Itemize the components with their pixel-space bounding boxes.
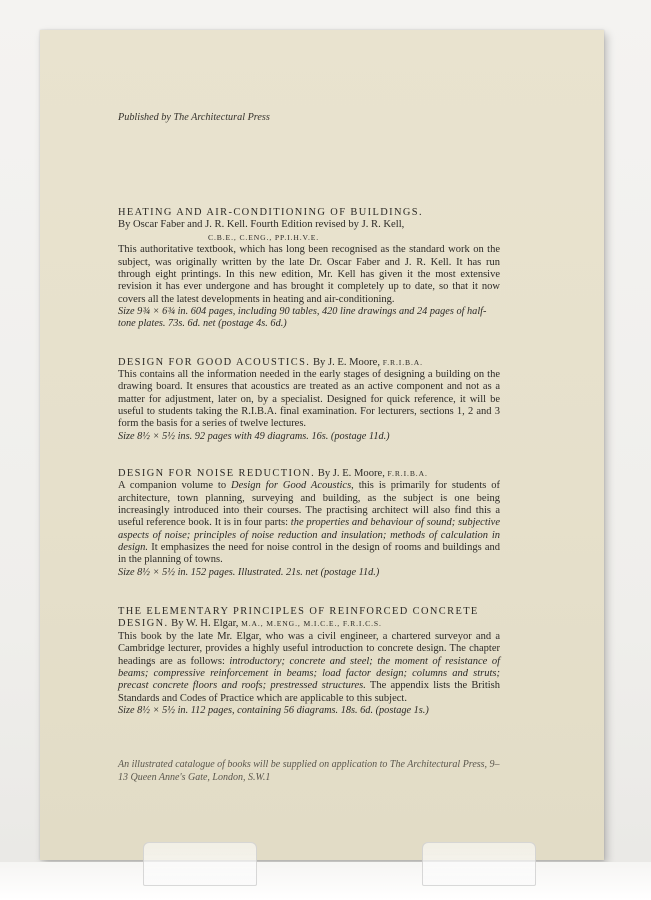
display-stand-base: [0, 862, 651, 900]
book-author-credentials: F.R.I.B.A.: [387, 468, 428, 478]
spacer: [118, 331, 500, 357]
publisher-line: Published by The Architectural Press: [118, 112, 270, 123]
display-stand-left-foot: [143, 842, 257, 886]
book-entry-heating: [118, 207, 500, 331]
book-author-credentials: C.B.E., C.ENG., PP.I.H.V.E.: [208, 232, 320, 242]
description-italic-part: the properties and behaviour of sound; subjective aspects of noise; principles of noise reduction and insulation; methods of calculation in design.: [118, 517, 500, 554]
book-byline: By J. E. Moore,: [312, 356, 381, 368]
spacer: [118, 579, 500, 606]
description-part: It emphasizes the need for noise control in the design of rooms and buildings and in the planning of towns.: [118, 542, 500, 566]
book-title: DESIGN FOR GOOD ACOUSTICS.: [118, 356, 311, 368]
book-entry-noise: [118, 468, 500, 579]
description-italic-part: Design for Good Acoustics: [231, 480, 352, 492]
book-size-price: Size 8½ × 5½ in. 112 pages, containing 56 diagrams. 18s. 6d. (postage 1s.): [118, 704, 429, 716]
book-description: [118, 480, 500, 566]
book-byline: By J. E. Moore,: [317, 467, 385, 479]
book-size-price: Size 8½ × 5½ in. 152 pages. Illustrated. 21s. net (postage 11d.): [118, 566, 380, 578]
description-part: This book by the late Mr. Elgar, who was a civil engineer, a chartered surveyor and a Cambridge lecturer, provides a highly useful introduction to concrete design. The chapter headings are as follows:: [118, 630, 500, 667]
book-description: [118, 631, 500, 705]
description-italic-part: introductory; concrete and steel; the moment of resistance of beams; compressive reinforcement in beams; load factor design; columns and struts; precast concrete floors and roofs; prestressed structures.: [118, 655, 500, 692]
book-entry-acoustics: [118, 357, 500, 443]
book-size-price: Size 8½ × 5½ ins. 92 pages with 49 diagrams. 16s. (postage 11d.): [118, 430, 390, 442]
book-author-credentials: M.A., M.ENG., M.I.C.E., F.R.I.C.S.: [241, 619, 382, 629]
book-byline: By Oscar Faber and J. R. Kell. Fourth Edition revised by J. R. Kell,: [118, 219, 405, 231]
book-title: THE ELEMENTARY PRINCIPLES OF REINFORCED CONCRETE DESIGN.: [118, 606, 479, 630]
book-entry-concrete: [118, 606, 500, 717]
catalogue-note: An illustrated catalogue of books will be supplied on application to The Architectural Press, 9–13 Queen Anne's Gate, London, S.W.1: [118, 759, 500, 783]
leaflet-text: [118, 112, 500, 784]
spacer: [118, 443, 500, 468]
book-size-price: Size 9¾ × 6¾ in. 604 pages, including 90 tables, 420 line drawings and 24 pages of half-tone plates. 73s. 6d. net (postage 4s. 6d.): [118, 305, 487, 330]
book-description: This contains all the information needed in the early stages of designing a building on the drawing board. It ensures that acoustics are treated as an active component and not as a matter for adjustment, later on, by a specialist. Designed for quick reference, it will be useful to students taking the R.I.B.A. final examination. For lecturers, sections 1, 2 and 3 form the basis for a series of twelve lectures.: [118, 368, 500, 430]
spacer: [118, 717, 500, 759]
spacer: [118, 165, 500, 207]
description-part: A companion volume to: [118, 480, 232, 492]
book-author-credentials: F.R.I.B.A.: [382, 357, 423, 367]
book-description: This authoritative textbook, which has long been recognised as the standard work on the subject, was originally written by the late Dr. Oscar Faber and J. R. Kell. It has run through eight printings. In this new edition, Mr. Kell has given it the most extensive revision it has ever undergone and has brought it completely up to date, so that it now covers all the latest developments in heating and air-conditioning.: [118, 244, 500, 305]
book-byline: By W. H. Elgar,: [171, 618, 239, 630]
book-title: HEATING AND AIR-CONDITIONING OF BUILDINGS.: [118, 207, 423, 218]
display-stand-right-foot: [422, 842, 536, 886]
book-title: DESIGN FOR NOISE REDUCTION.: [118, 467, 316, 479]
description-part: The appendix lists the British Standards and Codes of Practice which are applicable to this subject.: [118, 680, 500, 704]
description-part: , this is primarily for students of architecture, town planning, surveying and building, as the subject is one being increasingly introduced into their courses. The practising architect will also find this a useful reference book. It is in four parts:: [118, 480, 500, 529]
